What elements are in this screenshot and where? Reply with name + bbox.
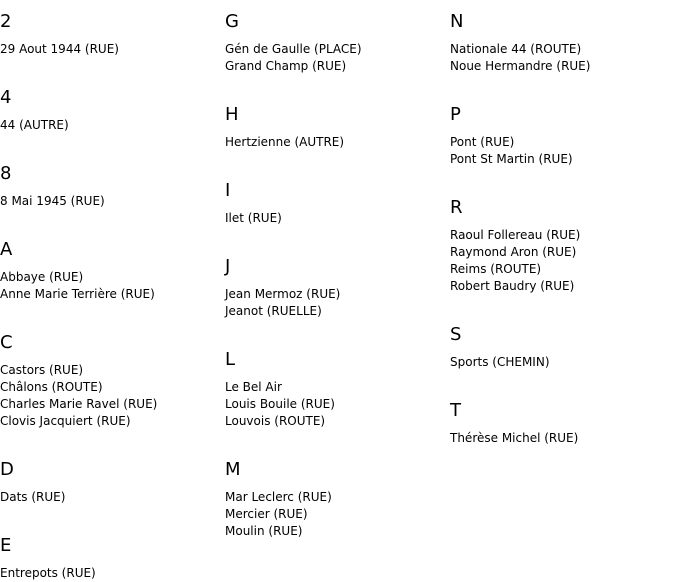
street-entry: Reims (ROUTE) <box>450 262 542 276</box>
street-entry: Clovis Jacquiert (RUE) <box>0 414 131 428</box>
street-list <box>0 565 220 582</box>
street-list <box>225 41 445 75</box>
street-entry: Jean Mermoz (RUE) <box>225 287 341 301</box>
letter-heading: P <box>450 104 461 125</box>
letter-heading: R <box>450 197 463 218</box>
street-entry: Jeanot (RUELLE) <box>225 304 322 318</box>
letter-heading: M <box>225 459 241 480</box>
street-list <box>225 489 445 540</box>
letter-group-m <box>225 459 445 540</box>
street-entry: Louis Bouile (RUE) <box>225 397 335 411</box>
street-list <box>0 193 220 210</box>
group-spacer <box>450 75 670 93</box>
letter-heading: E <box>0 535 12 556</box>
group-spacer <box>450 168 670 186</box>
letter-heading: S <box>450 324 462 345</box>
letter-group-a <box>0 239 220 303</box>
street-list <box>450 227 670 295</box>
letter-heading: 4 <box>0 87 12 108</box>
letter-group-c <box>0 332 220 430</box>
letter-heading: D <box>0 459 14 480</box>
group-spacer <box>0 134 220 152</box>
letter-group-e <box>0 535 220 582</box>
street-column-1 <box>0 0 220 582</box>
street-entry: 44 (AUTRE) <box>0 118 69 132</box>
street-entry: Thérèse Michel (RUE) <box>450 431 579 445</box>
street-entry: Moulin (RUE) <box>225 524 303 538</box>
street-entry: Mercier (RUE) <box>225 507 308 521</box>
letter-group-s <box>450 324 670 371</box>
letter-heading: J <box>225 256 231 277</box>
street-list <box>0 362 220 430</box>
group-spacer <box>225 227 445 245</box>
letter-group-d <box>0 459 220 506</box>
street-entry: Pont (RUE) <box>450 135 515 149</box>
street-entry: Charles Marie Ravel (RUE) <box>0 397 158 411</box>
letter-heading: C <box>0 332 13 353</box>
group-spacer <box>0 430 220 448</box>
letter-group-l <box>225 349 445 430</box>
street-entry: Ilet (RUE) <box>225 211 282 225</box>
street-column-3 <box>450 0 670 447</box>
letter-group-h <box>225 104 445 151</box>
group-spacer <box>0 58 220 76</box>
street-column-2 <box>225 0 445 540</box>
street-entry: Gén de Gaulle (PLACE) <box>225 42 362 56</box>
street-entry: Sports (CHEMIN) <box>450 355 550 369</box>
letter-group-p <box>450 104 670 168</box>
street-list <box>450 354 670 371</box>
street-list <box>225 210 445 227</box>
letter-heading: T <box>450 400 461 421</box>
letter-group-i <box>225 180 445 227</box>
street-list <box>450 430 670 447</box>
letter-heading: G <box>225 11 239 32</box>
group-spacer <box>225 430 445 448</box>
street-entry: Entrepots (RUE) <box>0 566 96 580</box>
street-list <box>225 286 445 320</box>
letter-heading: I <box>225 180 231 201</box>
letter-heading: 2 <box>0 11 12 32</box>
street-entry: Hertzienne (AUTRE) <box>225 135 345 149</box>
street-list <box>450 41 670 75</box>
street-entry: 29 Aout 1944 (RUE) <box>0 42 119 56</box>
letter-group-2 <box>0 11 220 58</box>
street-entry: Raoul Follereau (RUE) <box>450 228 581 242</box>
street-list <box>0 269 220 303</box>
street-entry: Abbaye (RUE) <box>0 270 84 284</box>
street-entry: Pont St Martin (RUE) <box>450 152 573 166</box>
street-entry: Mar Leclerc (RUE) <box>225 490 332 504</box>
group-spacer <box>225 75 445 93</box>
group-spacer <box>225 151 445 169</box>
letter-group-4 <box>0 87 220 134</box>
letter-heading: 8 <box>0 163 12 184</box>
street-entry: Le Bel Air <box>225 380 282 394</box>
street-list <box>225 379 445 430</box>
street-list <box>0 41 220 58</box>
letter-heading: A <box>0 239 13 260</box>
group-spacer <box>225 320 445 338</box>
group-spacer <box>450 295 670 313</box>
street-entry: Louvois (ROUTE) <box>225 414 326 428</box>
letter-group-n <box>450 11 670 75</box>
street-list <box>0 117 220 134</box>
street-entry: Dats (RUE) <box>0 490 66 504</box>
letter-heading: L <box>225 349 236 370</box>
street-list <box>450 134 670 168</box>
letter-heading: H <box>225 104 239 125</box>
street-entry: 8 Mai 1945 (RUE) <box>0 194 105 208</box>
street-list <box>225 134 445 151</box>
street-entry: Nationale 44 (ROUTE) <box>450 42 582 56</box>
street-entry: Robert Baudry (RUE) <box>450 279 575 293</box>
street-entry: Anne Marie Terrière (RUE) <box>0 287 155 301</box>
street-entry: Noue Hermandre (RUE) <box>450 59 591 73</box>
letter-group-t <box>450 400 670 447</box>
letter-group-r <box>450 197 670 295</box>
letter-group-j <box>225 256 445 320</box>
letter-group-8 <box>0 163 220 210</box>
street-entry: Raymond Aron (RUE) <box>450 245 577 259</box>
street-entry: Castors (RUE) <box>0 363 84 377</box>
letter-heading: N <box>450 11 464 32</box>
letter-group-g <box>225 11 445 75</box>
group-spacer <box>0 303 220 321</box>
group-spacer <box>0 506 220 524</box>
street-list <box>0 489 220 506</box>
street-entry: Châlons (ROUTE) <box>0 380 103 394</box>
group-spacer <box>0 210 220 228</box>
group-spacer <box>450 371 670 389</box>
street-entry: Grand Champ (RUE) <box>225 59 347 73</box>
